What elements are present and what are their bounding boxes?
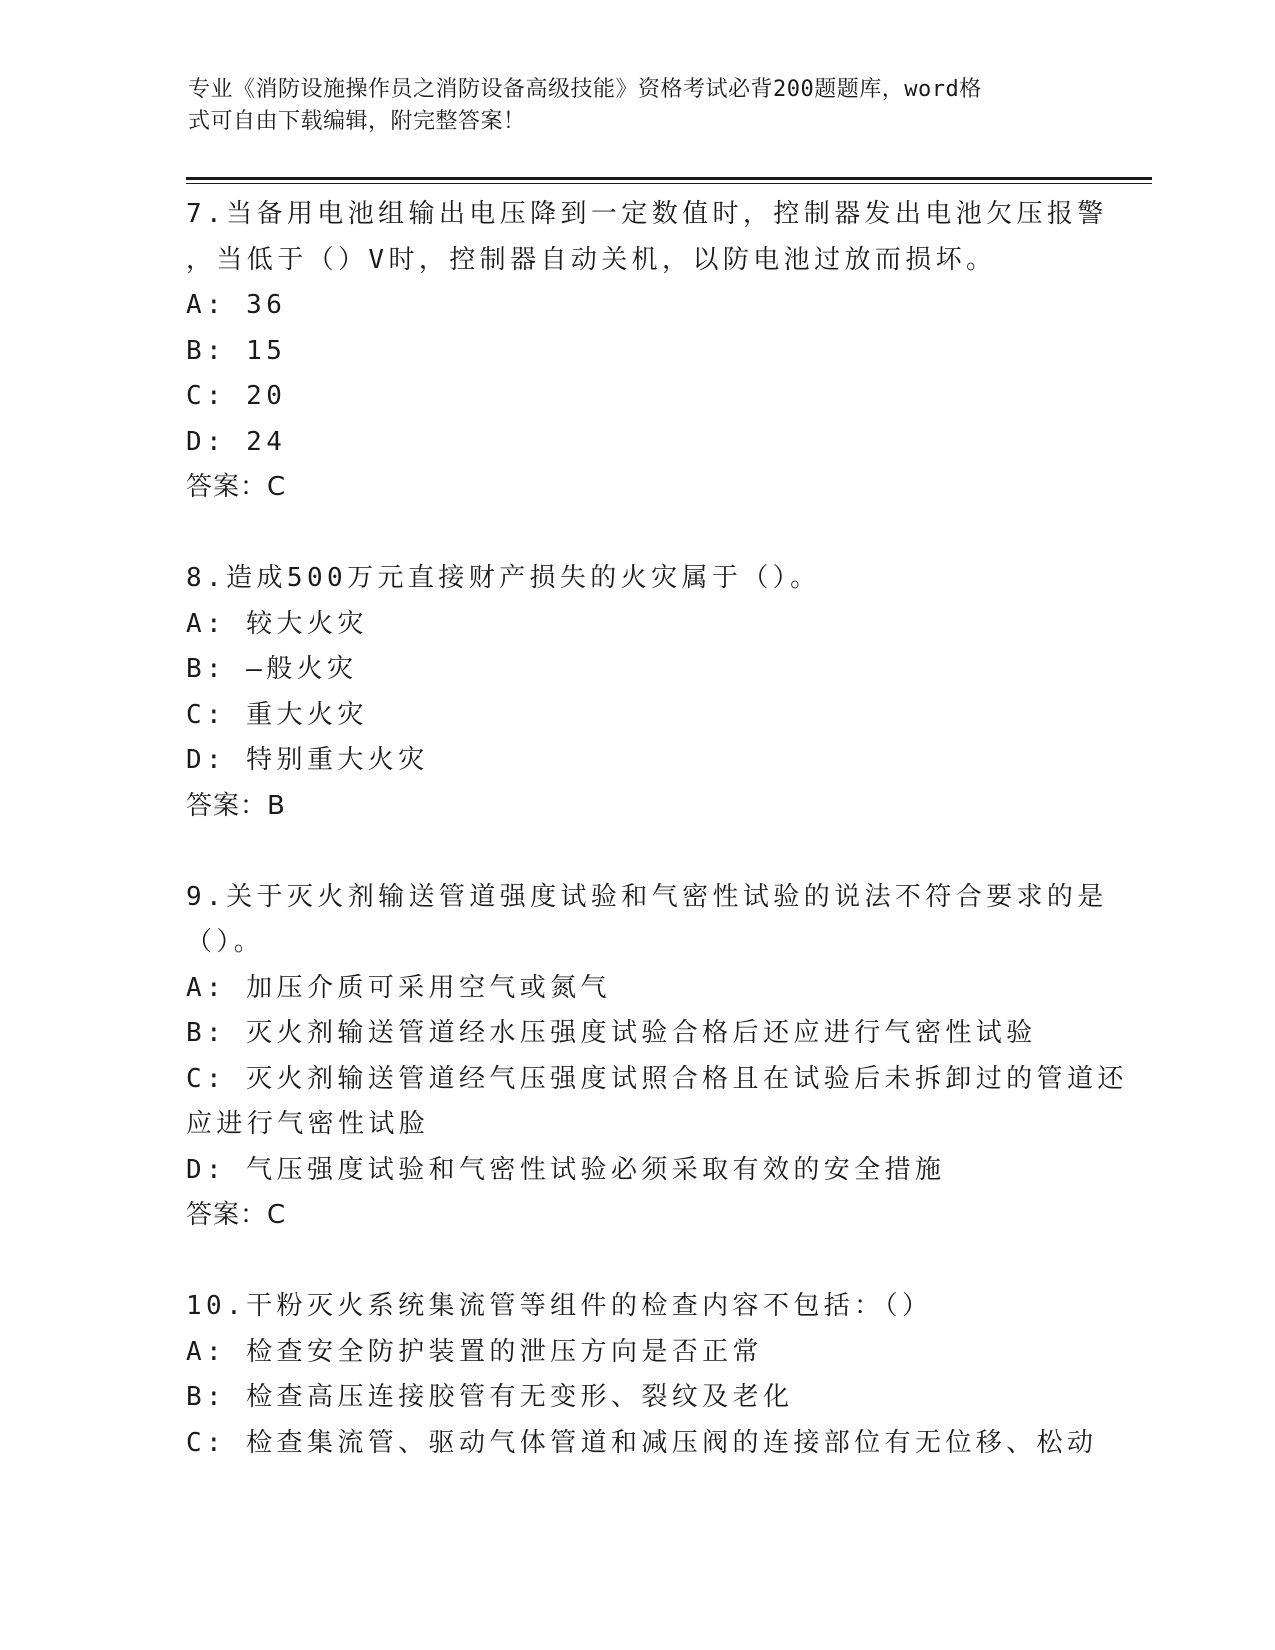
document-header	[188, 74, 1068, 138]
option-b: B: 灭火剂输送管道经水压强度试验合格后还应进行气密性试验	[186, 1018, 1037, 1048]
option-a: A: 较大火灾	[186, 608, 368, 639]
option-c-continued: 应进行气密性试脸	[186, 1109, 430, 1139]
question-10	[186, 1284, 1098, 1466]
question-stem: 10.干粉灭火系统集流管等组件的检查内容不包括：（）	[186, 1291, 933, 1321]
spacer	[186, 1239, 1086, 1285]
answer: 答案：B	[186, 790, 286, 821]
question-9	[186, 875, 1128, 1239]
spacer	[186, 829, 1086, 875]
option-c: C: 重大火灾	[186, 699, 368, 730]
option-c: C: 检查集流管、驱动气体管道和减压阀的连接部位有无位移、松动	[186, 1427, 1098, 1458]
option-d: D: 24	[186, 426, 287, 457]
option-a: A: 加压介质可采用空气或氮气	[186, 972, 611, 1003]
header-divider-thin	[186, 183, 1152, 184]
option-b: B: 检查高压连接胶管有无变形、裂纹及老化	[186, 1382, 794, 1412]
option-b: B: 15	[186, 335, 287, 366]
question-stem: 8.造成500万元直接财产损失的火灾属于（）。	[186, 563, 821, 593]
spacer	[186, 511, 1086, 557]
option-c: C: 20	[186, 381, 287, 411]
option-a: A: 36	[186, 290, 287, 320]
header-line-1: 专业《消防设施操作员之消防设备高级技能》资格考试必背200题题库，word格	[188, 77, 982, 102]
question-8	[186, 556, 1086, 829]
answer: 答案：C	[186, 1200, 287, 1230]
question-stem: 9.关于灭火剂输送管道强度试验和气密性试验的说法不符合要求的是	[186, 881, 1108, 912]
question-list	[186, 192, 1128, 1466]
option-a: A: 检查安全防护装置的泄压方向是否正常	[186, 1336, 763, 1367]
option-c: C: 灭火剂输送管道经气压强度试照合格且在试验后未拆卸过的管道还	[186, 1063, 1128, 1094]
question-7	[186, 192, 1108, 511]
question-stem: 7.当备用电池组输出电压降到一定数值时，控制器发出电池欠压报警	[186, 199, 1108, 229]
option-d: D: 气压强度试验和气密性试验必须采取有效的安全措施	[186, 1154, 946, 1185]
option-d: D: 特别重大火灾	[186, 745, 429, 775]
answer: 答案：C	[186, 472, 287, 502]
question-stem: ，当低于（）V时，控制器自动关机，以防电池过放而损坏。	[186, 244, 997, 275]
question-stem: （）。	[186, 927, 265, 957]
header-line-2: 式可自由下载编辑，附完整答案！	[188, 109, 526, 134]
option-b: B: —般火灾	[186, 654, 358, 684]
header-divider	[186, 177, 1152, 180]
